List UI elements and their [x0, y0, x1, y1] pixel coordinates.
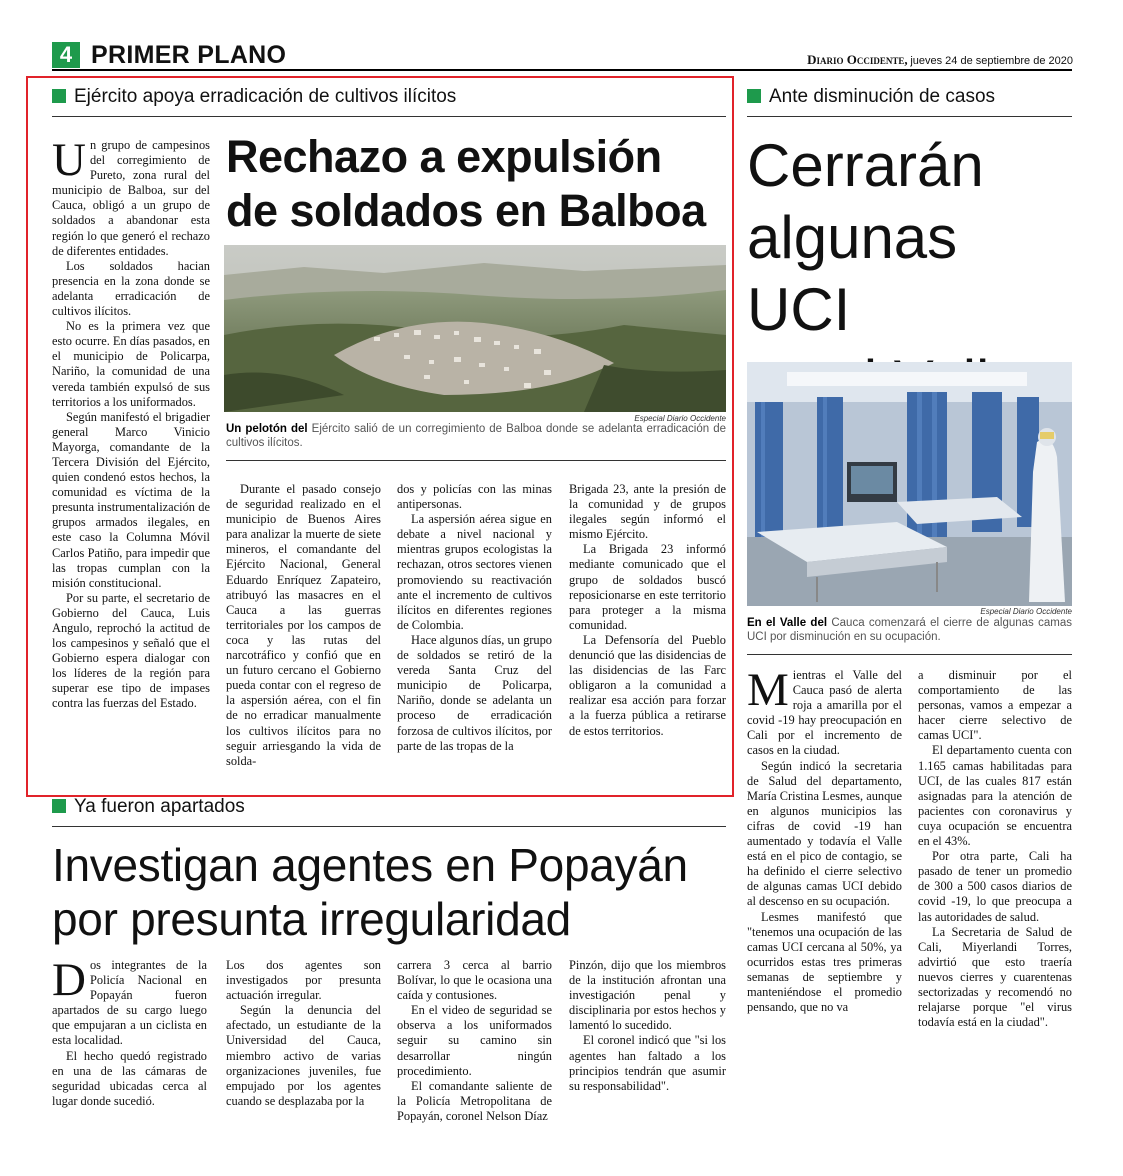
section-title: PRIMER PLANO: [91, 41, 287, 69]
story2-caption-rule: [747, 654, 1072, 655]
story3-column-3: carrera 3 cerca al barrio Bolívar, lo que le ocasiona una caída y contusiones. En el video de seguridad se observa a los uniformados seguir su camino sin desarrollar ningún procedimiento. El comandante saliente de la Policía Metropolitana de Popayán, coronel Nelson Díaz: [397, 958, 552, 1123]
story2-headline: Cerrarán algunas UCI: [747, 132, 984, 343]
story1-column-3: dos y policías con las minas antipersonas. La aspersión aérea sigue en debate a nivel nacional y mientras grupos ecologistas la rechazan, otros sectores vienen promoviendo su reactivación ante el incremento de cultivos ilícitos en diferentes regiones de Colombia. Hace algunos días, un grupo de soldados se retiró de la vereda Santa Cruz del municipio de Policarpa, Nariño, donde se adelanta un proceso de erradicación forzosa de cultivos ilícitos, por parte de las tropas de la: [397, 482, 552, 753]
paper-name: Diario Occidente,: [807, 52, 908, 67]
story3-headline: Investigan agentes en Popayán por presunta irregularidad: [52, 839, 688, 945]
story2-kicker: Ante disminución de casos: [747, 86, 995, 108]
story3-column-1: Dos integrantes de la Policía Nacional en Popayán fueron apartados de su cargo luego que empujaran a un ciclista en esta localidad. El hecho quedó registrado en una de las cámaras de seguridad ubicadas cerca al lugar donde sucedió.: [52, 954, 207, 1108]
story2-column-2: a disminuir por el comportamiento de las personas, vamos a empezar a hacer cierre selectivo de camas UCI". El departamento cuenta con 1.165 camas habilitadas para UCI, de las cuales 817 están asignadas para la atención de pacientes con coronavirus y cuya ocupación se encuentra en el 43%. Por otra parte, Cali ha pasado de tener un promedio de 300 a 500 casos diarios de covid -19, lo que preocupa a las autoridades de salud. La Secretaria de Salud de Cali, Miyerlandi Torres, advirtió que esto traería nuevos cierres y cuarentenas sectorizadas y recomendó no relajarse porque "el virus todavía está en la ciudad".: [918, 668, 1072, 1030]
kicker-square-icon: [52, 799, 66, 813]
story1-photo: [224, 245, 726, 412]
story3-kicker-rule: [52, 826, 726, 827]
story2-caption: En el Valle del Cauca comenzará el cierre de algunas camas UCI por disminución en su ocupación.: [747, 617, 1072, 643]
header-rule: [52, 69, 1072, 71]
story2-photo-credit: Especial Diario Occidente: [980, 607, 1072, 616]
icu-room-image: [747, 362, 1072, 606]
story1-column-2: Durante el pasado consejo de seguridad realizado en el municipio de Buenos Aires para analizar la muerte de siete mineros, el comandante del Ejército Nacional, General Eduardo Enríquez Zapateiro, atribuyó las masacres en el Cauca a las guerras territoriales por los campos de coca y las rutas del narcotráfico y confió que en un futuro cercano el Gobierno pueda contar con el regreso de la aspersión aérea, con el fin de no erradicar manualmente los cultivos ilícitos para no seguir arriesgando la vida de solda-: [226, 482, 381, 768]
page-number-badge: 4: [52, 42, 80, 68]
story1-caption: Un pelotón del Ejército salió de un corregimiento de Balboa donde se adelanta erradicación de cultivos ilícitos.: [226, 423, 726, 449]
story1-photo-credit: Especial Diario Occidente: [634, 414, 726, 423]
story1-column-1: Un grupo de campesinos del corregimiento de Pureto, zona rural del municipio de Balboa, sur del Cauca, obligó a un grupo de soldados a abandonar esta región lo que generó el rechazo de diferentes entidades. Los soldados hacian presencia en la zona donde se adelanta erradicación de cultivos ilícitos. No es la primera vez que esto ocurre. En días pasados, en el municipio de Policarpa, Nariño, la comunidad de una vereda también expulsó de sus territorios a los uniformados. Según manifestó el brigadier general Marco Vinicio Mayorga, comandante de la Tercera División del Ejército, quien condenó estos hechos, la comunidad es víctima de la presunta instrumentalización de grupos armados ilegales, en este caso la Columna Móvil Carlos Patiño, para impedir que las tropas cumplan con la misión constitucional. Por su parte, el secretario de Gobierno del Cauca, Luis Angulo, reprochó la actitud de los campesinos y señaló que el Gobierno espera dialogar con los líderes de la región para superar ese tipo de impases contra las fuerzas del Estado.: [52, 134, 210, 711]
story1-column-4: Brigada 23, ante la presión de la comunidad y de grupos ilegales según informó el mismo Ejército. La Brigada 23 informó mediante comunicado que el grupo de soldados buscó reposicionarse en este territorio para proteger a la misma comunidad. La Defensoría del Pueblo denunció que las disidencias de las disidencias de las Farc obligaron a la comunidad a realizar esa acción para forzar a la fuerza pública a retirarse de estos territorios.: [569, 482, 726, 738]
story1-kicker-rule: [52, 116, 726, 117]
drop-cap: U: [52, 134, 86, 186]
story2-photo: [747, 362, 1072, 606]
story3-column-4: Pinzón, dijo que los miembros de la institución afrontan una investigación penal y disciplinaria por estos hechos y lamentó lo sucedido. El coronel indicó que "si los agentes han faltado a los principios tendrán que asumir su responsabilidad".: [569, 958, 726, 1093]
story1-caption-rule: [226, 460, 726, 461]
story3-column-2: Los dos agentes son investigados por presunta actuación irregular. Según la denuncia del afectado, un estudiante de la Universidad del Cauca, miembro activo de varias organizaciones juveniles, fue empujado por los agentes cuando se desplazaba por la: [226, 958, 381, 1108]
masthead-date: [807, 52, 1073, 68]
drop-cap: M: [747, 664, 789, 716]
story2-column-1: Mientras el Valle del Cauca pasó de alerta roja a amarilla por el covid -19 hay preocupación en Cali por el incremento de casos en la ciudad. Según indicó la secretaria de Salud del departamento, María Cristina Lesmes, aunque en algunos municipios las cifras de covid -19 han aumentado y todavía el Valle está en el pico de contagio, se ha definido el cierre selectivo de algunas camas UCI debido al descenso en su ocupación. Lesmes manifestó que "tenemos una ocupación de las camas UCI cercana al 50%, ya ocurridos estas tres primeras semanas de septiembre y manteniéndose el promedio pensando, que no va: [747, 664, 902, 1015]
kicker-square-icon: [52, 89, 66, 103]
kicker-square-icon: [747, 89, 761, 103]
story3-kicker: Ya fueron apartados: [52, 796, 245, 818]
story2-kicker-rule: [747, 116, 1072, 117]
issue-date: jueves 24 de septiembre de 2020: [910, 55, 1073, 67]
aerial-town-image: [224, 245, 726, 412]
story1-kicker: Ejército apoya erradicación de cultivos ilícitos: [52, 86, 456, 108]
story1-headline: Rechazo a expulsión de soldados en Balboa: [226, 131, 706, 236]
drop-cap: D: [52, 954, 86, 1006]
